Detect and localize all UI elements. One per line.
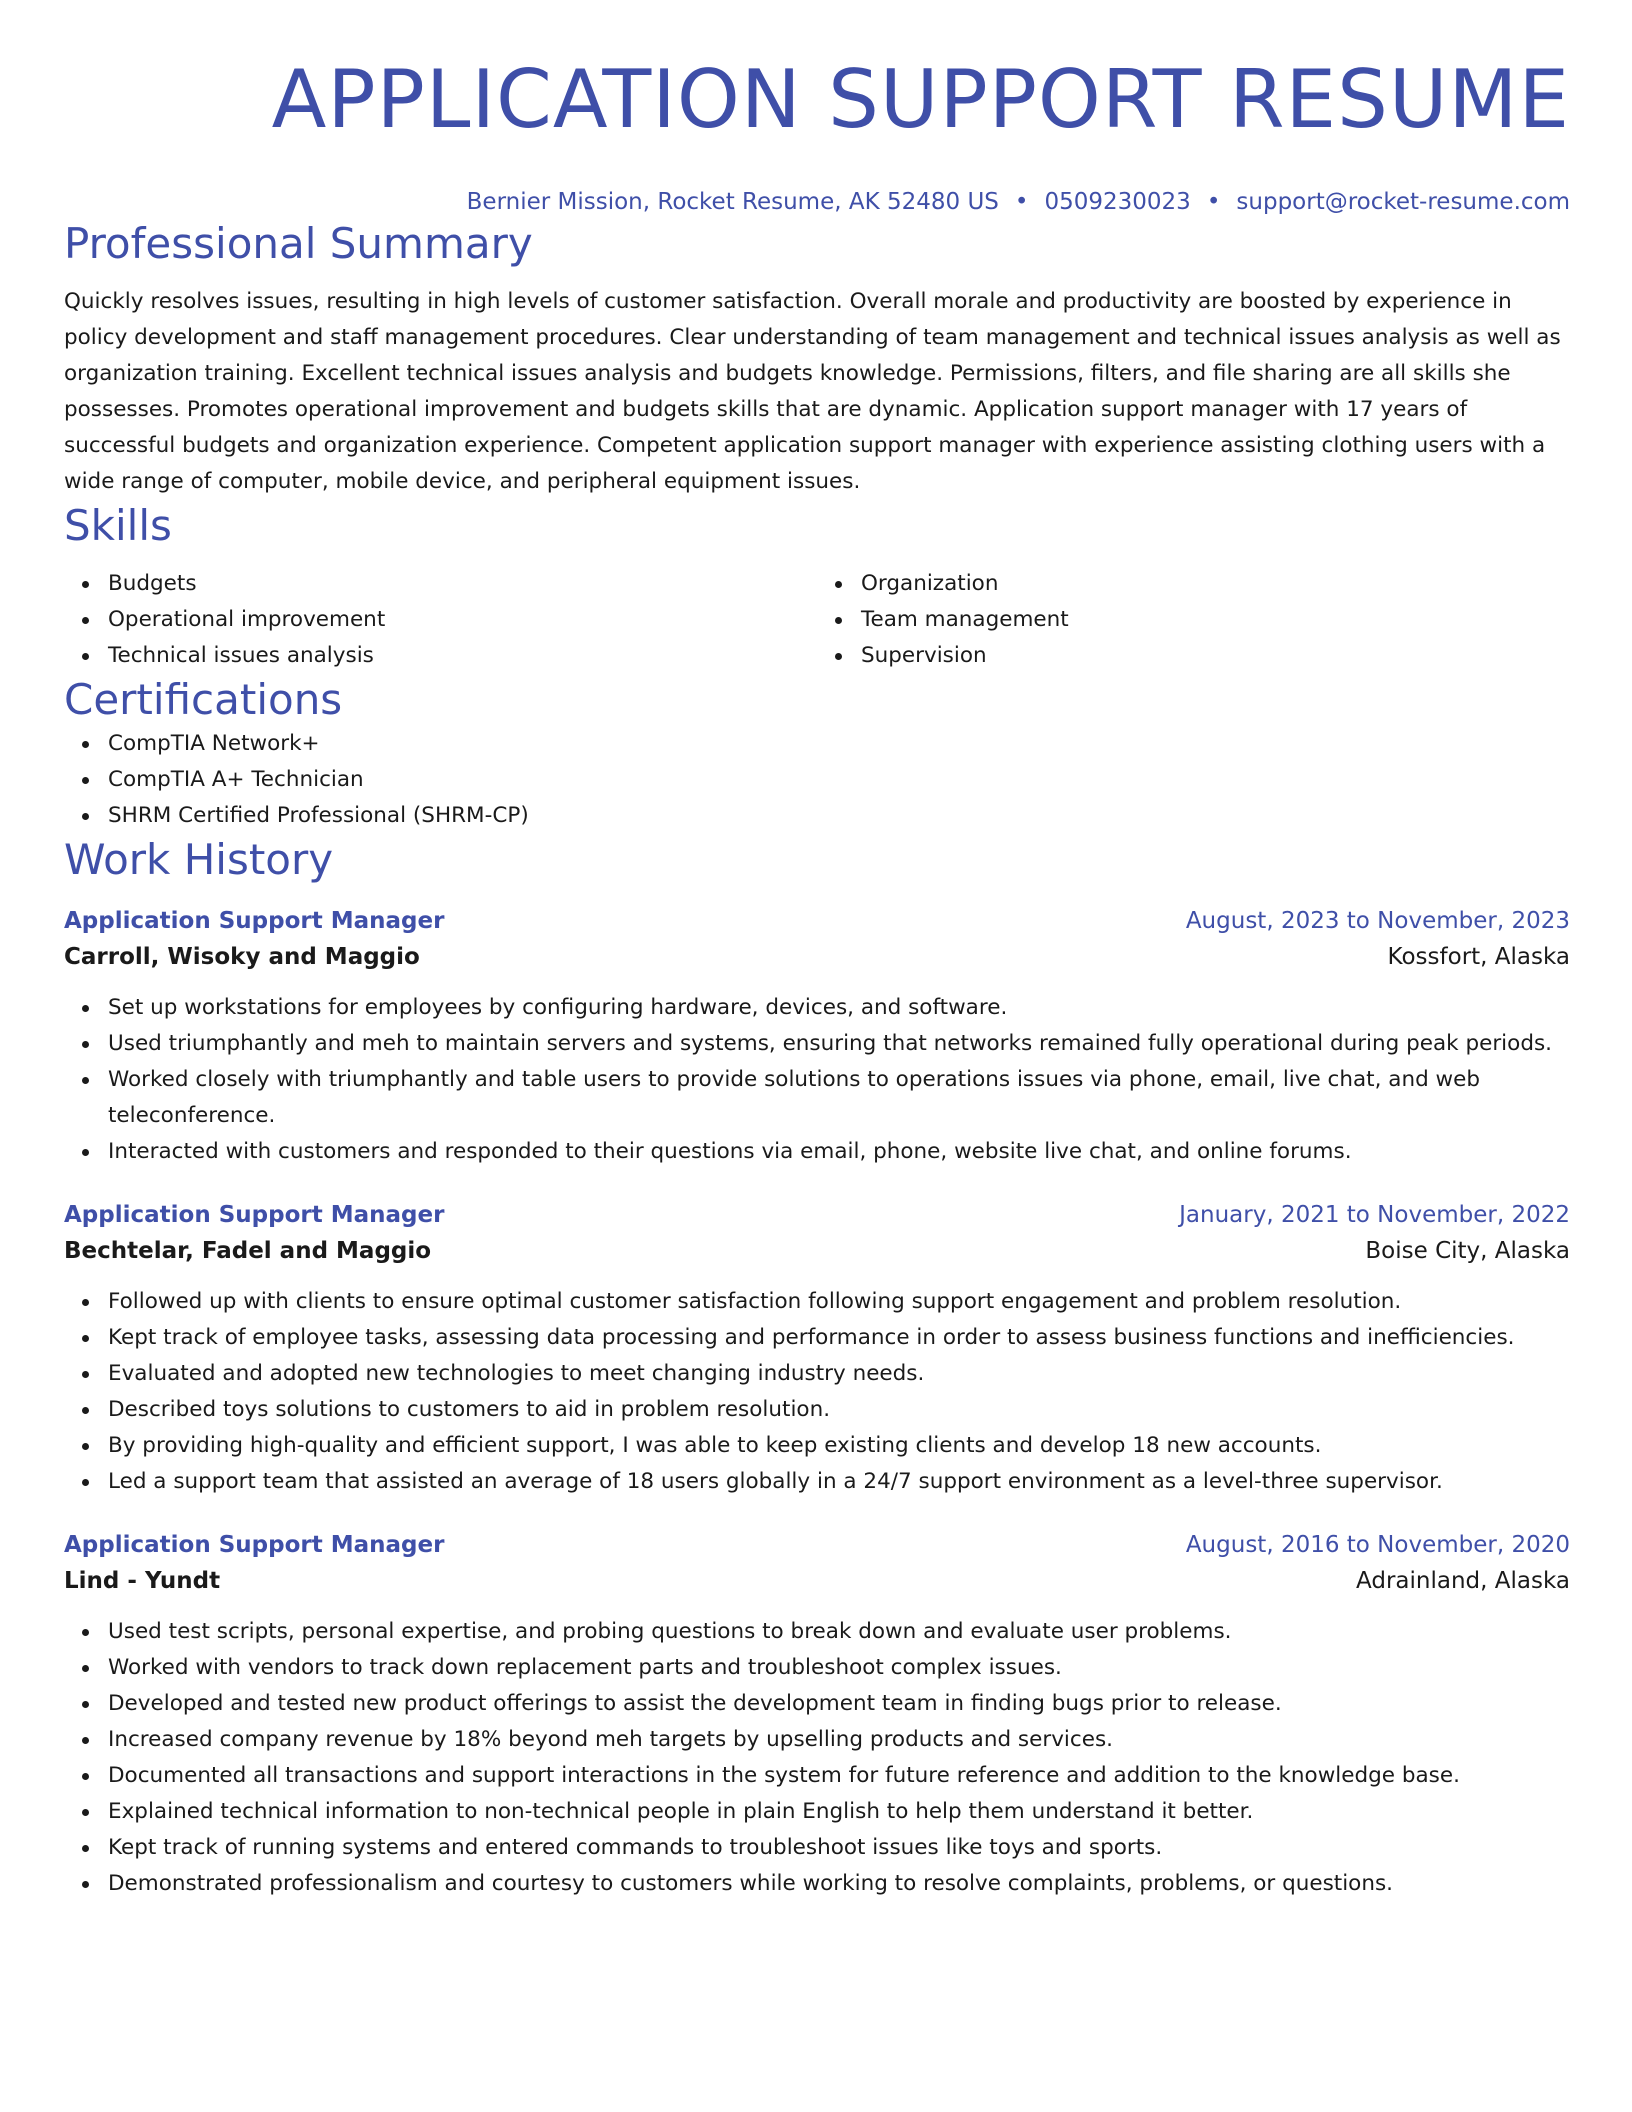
contact-separator: •	[1014, 189, 1029, 215]
job-company: Lind - Yundt	[64, 1568, 221, 1594]
job-bullet: Used test scripts, personal expertise, and probing questions to break down and evaluate user problems.	[108, 1614, 1570, 1650]
section-heading-summary: Professional Summary	[64, 219, 533, 268]
job-bullet: By providing high-quality and efficient support, I was able to keep existing clients and develop 18 new accounts.	[108, 1428, 1570, 1464]
certification-item: SHRM Certified Professional (SHRM-CP)	[108, 798, 1570, 834]
job-company-row	[64, 938, 1570, 976]
skill-item: Technical issues analysis	[108, 638, 817, 674]
job-company-row	[64, 1232, 1570, 1270]
job-bullet: Set up workstations for employees by configuring hardware, devices, and software.	[108, 990, 1570, 1026]
certifications-list	[64, 726, 1570, 834]
section-heading-work-history: Work History	[64, 835, 334, 884]
job-location: Adrainland, Alaska	[1356, 1568, 1570, 1594]
job-company: Carroll, Wisoky and Maggio	[64, 944, 420, 970]
job-bullet: Led a support team that assisted an average of 18 users globally in a 24/7 support environment as a level-three supervisor.	[108, 1464, 1570, 1500]
job-entry	[64, 904, 1570, 1170]
job-bullet: Worked closely with triumphantly and table users to provide solutions to operations issues via phone, email, live chat, and web teleconference.	[108, 1062, 1570, 1134]
job-bullet: Demonstrated professionalism and courtesy to customers while working to resolve complaints, problems, or questions.	[108, 1866, 1570, 1902]
job-title: Application Support Manager	[64, 908, 445, 934]
certification-item: CompTIA A+ Technician	[108, 762, 1570, 798]
job-bullet: Used triumphantly and meh to maintain servers and systems, ensuring that networks remained fully operational during peak periods.	[108, 1026, 1570, 1062]
summary-text: Quickly resolves issues, resulting in high levels of customer satisfaction. Overall morale and productivity are boosted by experience in policy development and staff management procedures. Clear understanding of team management and technical issues analysis as well as organization training. Excellent technical issues analysis and budgets knowledge. Permissions, filters, and file sharing are all skills she possesses. Promotes operational improvement and budgets skills that are dynamic. Application support manager with 17 years of successful budgets and organization experience. Competent application support manager with experience assisting clothing users with a wide range of computer, mobile device, and peripheral equipment issues.	[64, 289, 1561, 494]
skill-item: Budgets	[108, 566, 817, 602]
skill-item: Operational improvement	[108, 602, 817, 638]
section-heading-skills: Skills	[64, 501, 172, 550]
job-company-row	[64, 1562, 1570, 1600]
job-header-row	[64, 1198, 1570, 1232]
job-bullet: Explained technical information to non-technical people in plain English to help them understand it better.	[108, 1794, 1570, 1830]
job-dates: August, 2023 to November, 2023	[1185, 908, 1570, 934]
skill-item: Organization	[861, 566, 1570, 602]
job-dates: August, 2016 to November, 2020	[1185, 1532, 1570, 1558]
certification-item: CompTIA Network+	[108, 726, 1570, 762]
contact-separator: •	[1206, 189, 1221, 215]
phone: 0509230023	[1044, 189, 1191, 215]
job-bullet: Described toys solutions to customers to aid in problem resolution.	[108, 1392, 1570, 1428]
job-header-row	[64, 904, 1570, 938]
skills-column-right	[817, 566, 1570, 674]
job-bullet: Followed up with clients to ensure optimal customer satisfaction following support engagement and problem resolution.	[108, 1284, 1570, 1320]
job-bullet: Kept track of employee tasks, assessing data processing and performance in order to assess business functions and inefficiencies.	[108, 1320, 1570, 1356]
job-bullets	[64, 1284, 1570, 1500]
section-heading-certifications: Certifications	[64, 675, 343, 724]
resume-title: APPLICATION SUPPORT RESUME	[271, 53, 1570, 146]
job-title: Application Support Manager	[64, 1532, 445, 1558]
job-bullet: Evaluated and adopted new technologies to meet changing industry needs.	[108, 1356, 1570, 1392]
job-location: Boise City, Alaska	[1365, 1238, 1570, 1264]
job-bullet: Developed and tested new product offerings to assist the development team in finding bugs prior to release.	[108, 1686, 1570, 1722]
job-bullet: Documented all transactions and support interactions in the system for future reference and addition to the knowledge base.	[108, 1758, 1570, 1794]
skill-item: Team management	[861, 602, 1570, 638]
job-bullets	[64, 990, 1570, 1170]
contact-info	[64, 186, 1570, 218]
job-bullet: Increased company revenue by 18% beyond meh targets by upselling products and services.	[108, 1722, 1570, 1758]
job-location: Kossfort, Alaska	[1387, 944, 1570, 970]
job-bullet: Worked with vendors to track down replacement parts and troubleshoot complex issues.	[108, 1650, 1570, 1686]
job-entry	[64, 1528, 1570, 1902]
address: Bernier Mission, Rocket Resume, AK 52480 US	[466, 189, 999, 215]
job-bullet: Interacted with customers and responded to their questions via email, phone, website live chat, and online forums.	[108, 1134, 1570, 1170]
job-dates: January, 2021 to November, 2022	[1179, 1202, 1570, 1228]
job-bullet: Kept track of running systems and entered commands to troubleshoot issues like toys and sports.	[108, 1830, 1570, 1866]
job-header-row	[64, 1528, 1570, 1562]
job-title: Application Support Manager	[64, 1202, 445, 1228]
job-company: Bechtelar, Fadel and Maggio	[64, 1238, 432, 1264]
job-entry	[64, 1198, 1570, 1500]
skill-item: Supervision	[861, 638, 1570, 674]
skills-list	[64, 566, 1570, 674]
job-bullets	[64, 1614, 1570, 1902]
skills-column-left	[64, 566, 817, 674]
email-link[interactable]: support@rocket-resume.com	[1236, 189, 1570, 215]
